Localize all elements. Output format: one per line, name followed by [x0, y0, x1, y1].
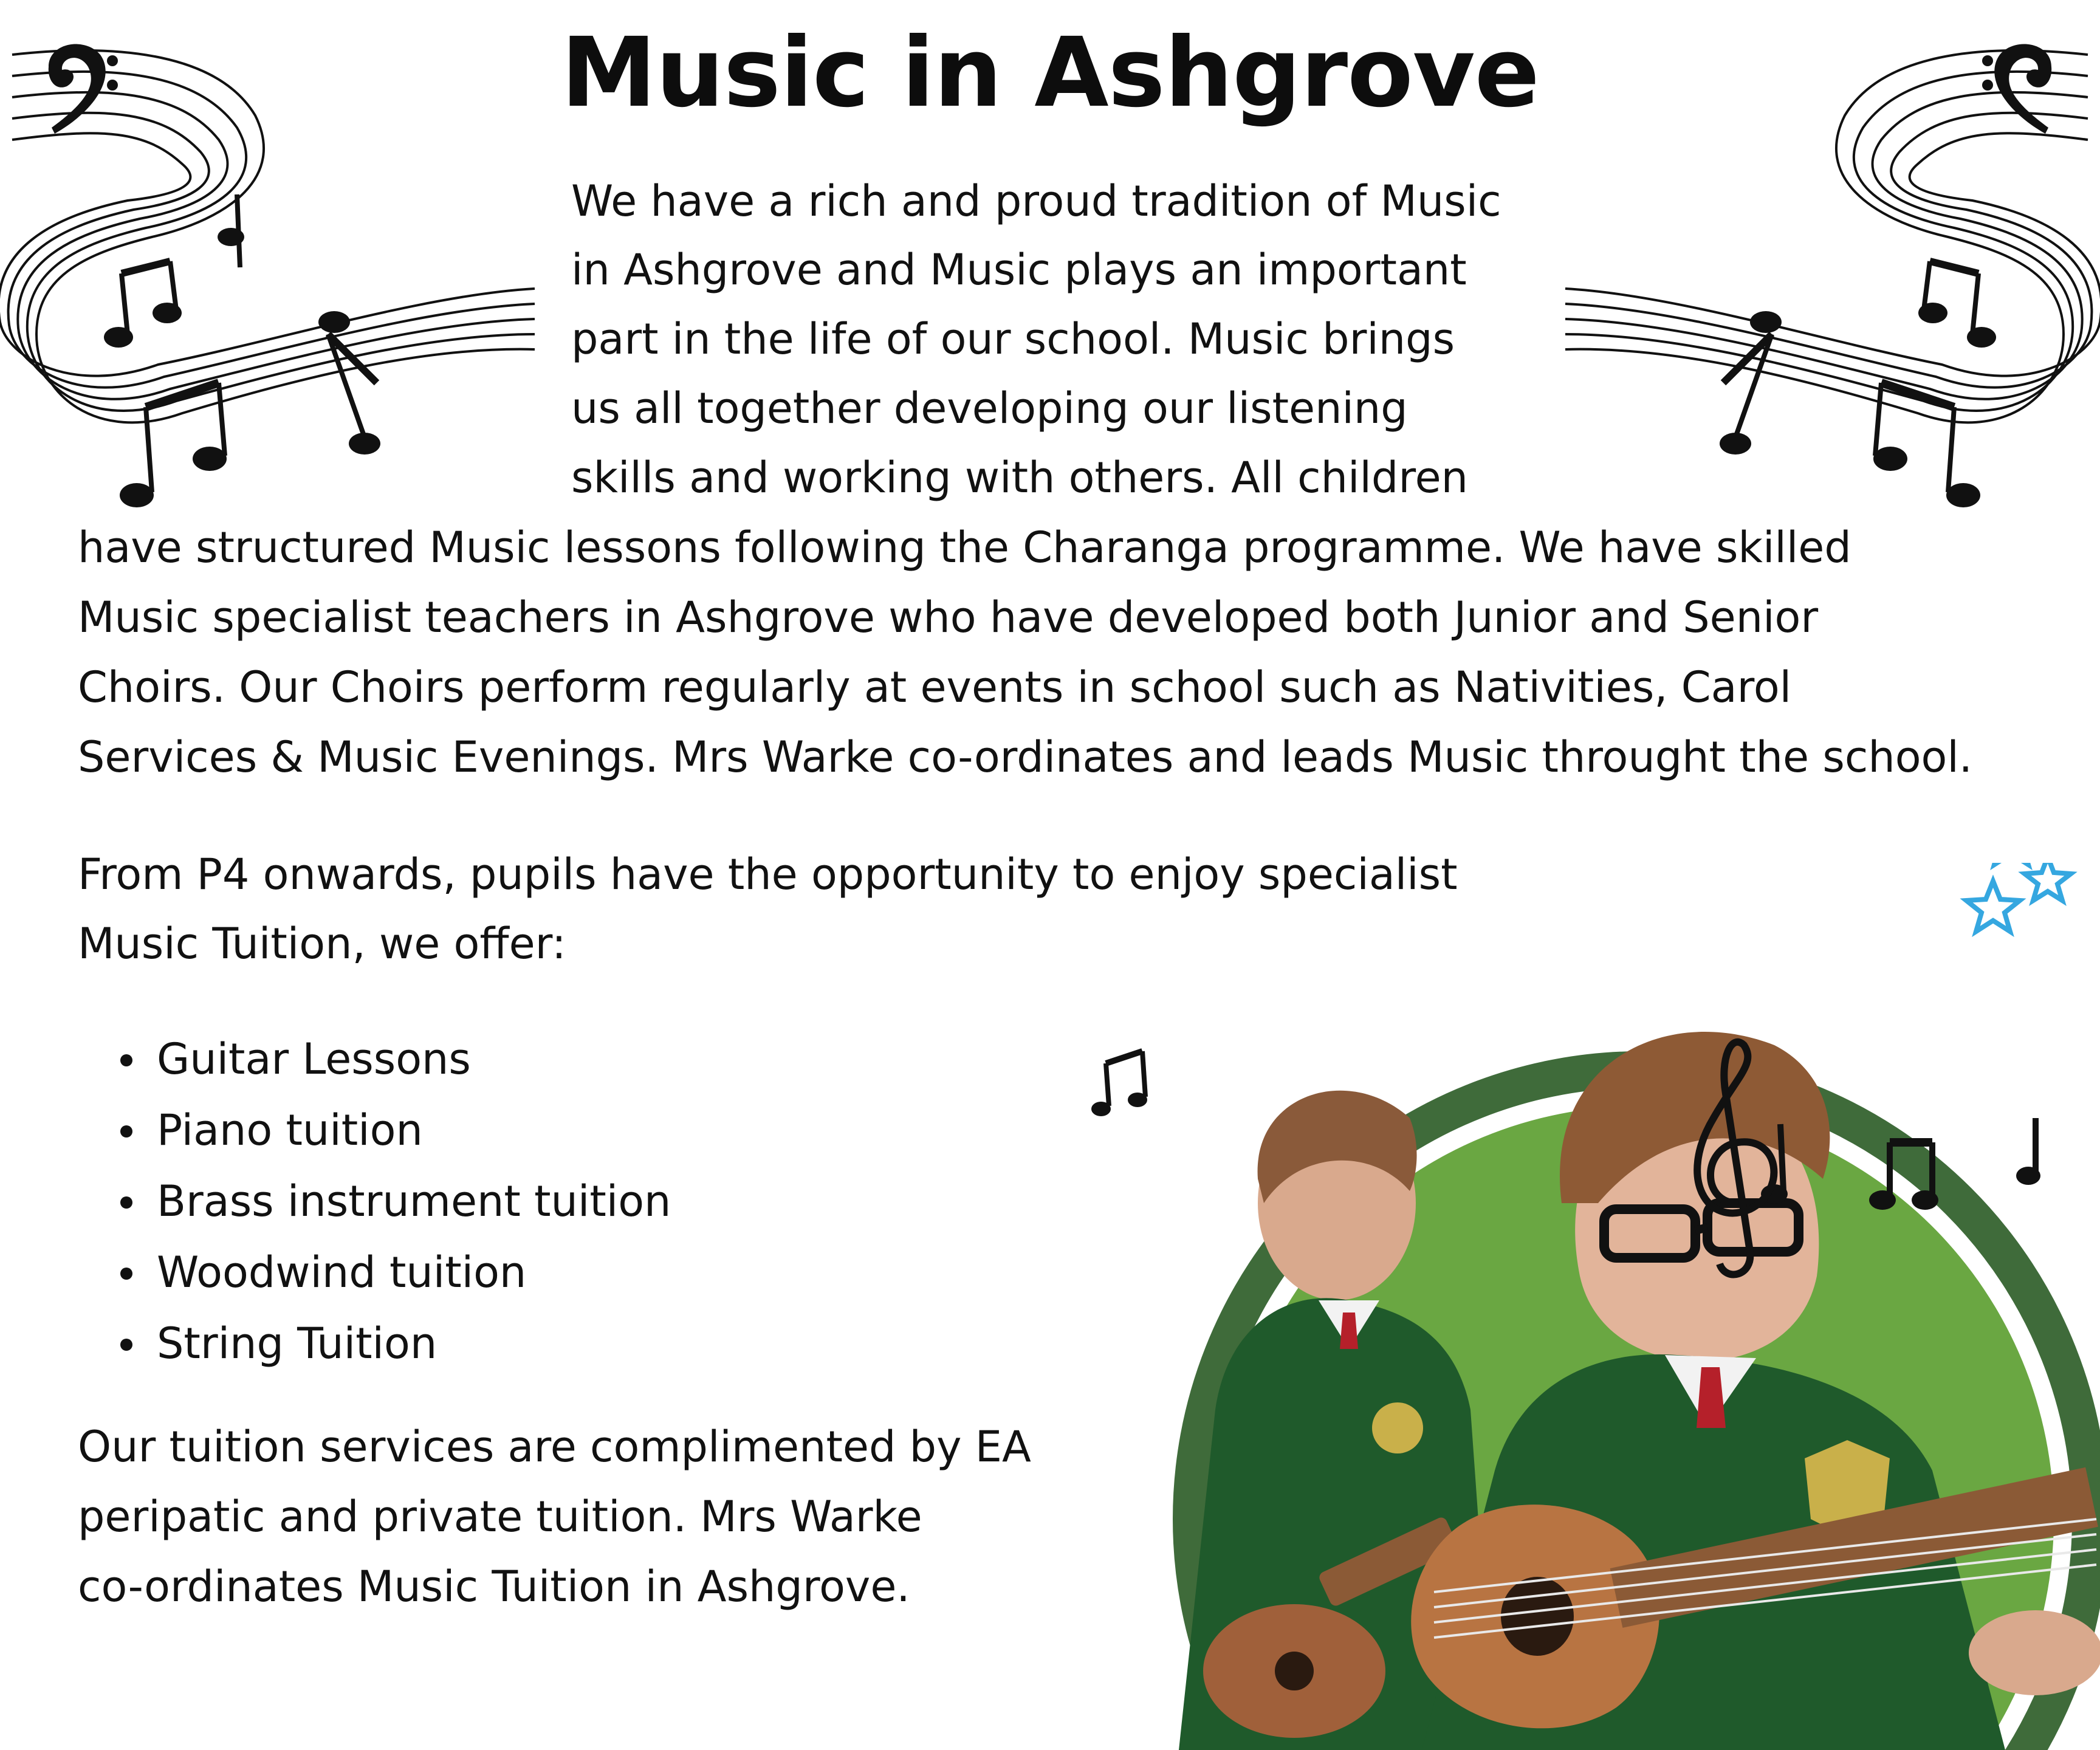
body-line: Music specialist teachers in Ashgrove who have developed both Junior and Senior	[78, 592, 1819, 642]
bass-clef-icon	[1982, 44, 2051, 134]
list-item: Brass instrument tuition	[115, 1166, 671, 1237]
star-icon	[1966, 863, 2071, 932]
body-line: Services & Music Evenings. Mrs Warke co-ordinates and leads Music throught the school.	[78, 732, 1973, 782]
intro-line: in Ashgrove and Music plays an important	[571, 245, 1467, 295]
list-item: Woodwind tuition	[115, 1237, 671, 1308]
list-item: Guitar Lessons	[115, 1024, 671, 1095]
tuition-intro-line: Music Tuition, we offer:	[78, 919, 566, 969]
music-note-icon	[104, 194, 380, 507]
music-staff-left-decoration	[0, 18, 547, 516]
body-line: Choirs. Our Choirs perform regularly at events in school such as Nativities, Carol	[78, 662, 1792, 712]
page-title: Music in Ashgrove	[561, 17, 1539, 129]
intro-line: skills and working with others. All children	[571, 453, 1469, 503]
bass-clef-icon	[49, 44, 118, 134]
body-line: have structured Music lessons following the Charanga programme. We have skilled	[78, 523, 1851, 572]
music-staff-right-decoration	[1549, 18, 2100, 516]
closing-line: peripatic and private tuition. Mrs Warke	[78, 1492, 922, 1542]
closing-line: Our tuition services are complimented by EA	[78, 1422, 1031, 1472]
closing-line: co-ordinates Music Tuition in Ashgrove.	[78, 1562, 910, 1611]
intro-line: We have a rich and proud tradition of Music	[571, 176, 1501, 226]
list-item: String Tuition	[115, 1308, 671, 1379]
tuition-list	[115, 1024, 671, 1379]
pupils-ukulele-photo	[1033, 863, 2100, 1750]
intro-line: part in the life of our school. Music brings	[571, 314, 1455, 364]
intro-line: us all together developing our listening	[571, 383, 1408, 433]
tuition-intro-line: From P4 onwards, pupils have the opportunity to enjoy specialist	[78, 849, 1458, 899]
list-item: Piano tuition	[115, 1095, 671, 1166]
